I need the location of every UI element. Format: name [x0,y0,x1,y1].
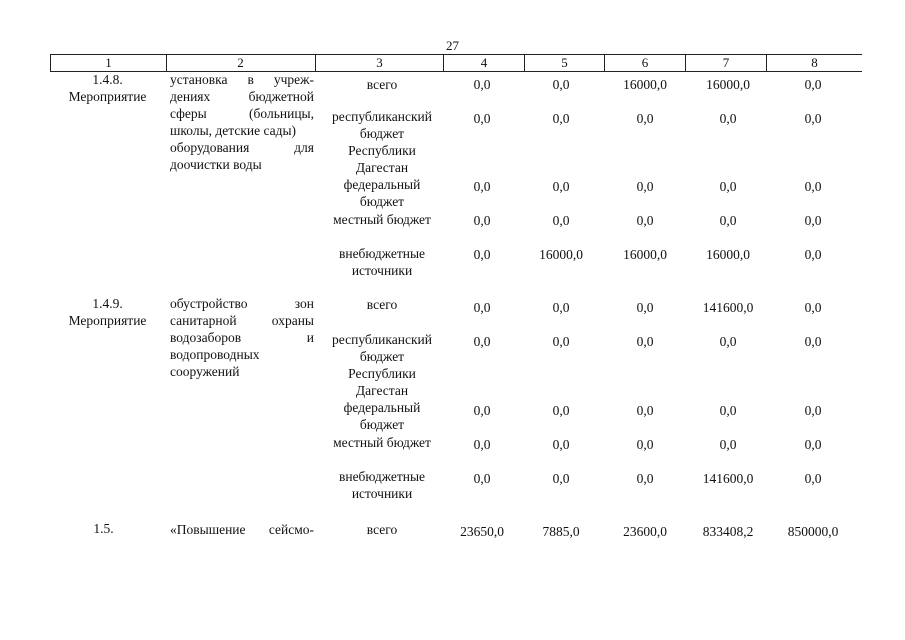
value-col-6: 0,0 [636,403,654,418]
row-code-number: 1.4.9. [92,296,123,311]
description-line: дениях бюджетной [170,89,314,104]
description-line: сооружений [170,364,240,379]
funding-source: республиканский бюджет Республики Дагестан [332,332,432,398]
value-col-6: 16000,0 [623,77,667,92]
value-col-5: 0,0 [552,471,570,486]
value-col-4: 0,0 [473,300,491,315]
value-col-6: 0,0 [636,437,654,452]
header-col-8: 8 [811,55,818,70]
header-col-4: 4 [444,55,525,71]
value-col-8: 0,0 [804,403,822,418]
value-col-5: 0,0 [552,437,570,452]
value-col-4: 0,0 [473,437,491,452]
description-line: обустройство зон [170,296,314,311]
value-col-7: 0,0 [719,179,737,194]
value-col-5: 0,0 [552,213,570,228]
value-col-7: 0,0 [719,213,737,228]
value-col-6: 0,0 [636,111,654,126]
row-code-number: 1.4.8. [92,72,123,87]
value-col-6: 0,0 [636,471,654,486]
value-col-8: 0,0 [804,77,822,92]
description-line: «Повышение сейсмо- [170,522,314,537]
row-code [50,295,165,329]
row-code-label: Мероприятие [68,313,147,328]
row-code-number: 1.5. [93,521,114,536]
value-col-8: 0,0 [804,334,822,349]
header-col-1: 1 [50,55,167,71]
funding-source: всего [366,297,398,312]
row-description [170,521,314,538]
funding-source: внебюджетные источники [338,469,426,501]
value-col-8: 0,0 [804,437,822,452]
value-col-7: 16000,0 [706,247,750,262]
page-number: 27 [446,38,459,53]
value-col-5: 0,0 [552,300,570,315]
value-col-6: 0,0 [636,334,654,349]
description-line: санитарной охраны [170,313,314,328]
value-col-4: 0,0 [473,179,491,194]
value-col-8: 0,0 [804,213,822,228]
value-col-6: 0,0 [636,300,654,315]
row-code-label: Мероприятие [68,89,147,104]
value-col-6: 23600,0 [623,524,667,539]
header-col-6: 6 [605,55,686,71]
value-col-7: 141600,0 [702,300,754,315]
value-col-5: 0,0 [552,403,570,418]
funding-source: внебюджетные источники [338,246,426,278]
value-col-6: 0,0 [636,179,654,194]
row-description [170,71,314,173]
value-col-7: 0,0 [719,334,737,349]
value-col-5: 0,0 [552,77,570,92]
value-col-7: 0,0 [719,437,737,452]
value-col-8: 0,0 [804,300,822,315]
funding-source: местный бюджет [333,212,431,227]
value-col-5: 7885,0 [542,524,580,539]
row-code [50,71,165,105]
description-line: водозаборов и [170,330,314,345]
funding-source: всего [366,77,398,92]
funding-source: местный бюджет [333,435,431,450]
value-col-7: 833408,2 [702,524,754,539]
funding-source: федеральный бюджет [343,400,421,432]
value-col-4: 0,0 [473,247,491,262]
value-col-8: 850000,0 [787,524,839,539]
value-col-8: 0,0 [804,111,822,126]
description-line: водопроводных [170,347,260,362]
row-description [170,295,314,380]
value-col-4: 0,0 [473,471,491,486]
value-col-5: 0,0 [552,111,570,126]
value-col-6: 0,0 [636,213,654,228]
row-code [46,520,161,537]
value-col-8: 0,0 [804,471,822,486]
header-col-5: 5 [525,55,605,71]
funding-source: федеральный бюджет [343,177,421,209]
value-col-5: 16000,0 [539,247,583,262]
table-header-row [50,55,862,72]
value-col-7: 141600,0 [702,471,754,486]
header-col-3: 3 [316,55,444,71]
description-line: школы, детские сады) [170,123,297,138]
description-line: доочистки воды [170,157,262,172]
value-col-7: 0,0 [719,111,737,126]
value-col-4: 0,0 [473,403,491,418]
header-col-2: 2 [166,55,316,71]
value-col-7: 0,0 [719,403,737,418]
value-col-7: 16000,0 [706,77,750,92]
funding-source: республиканский бюджет Республики Дагестан [332,109,432,175]
value-col-6: 16000,0 [623,247,667,262]
description-line: сферы (больницы, [170,106,314,121]
value-col-4: 23650,0 [460,524,504,539]
value-col-5: 0,0 [552,179,570,194]
header-col-7: 7 [686,55,767,71]
value-col-8: 0,0 [804,179,822,194]
description-line: оборудования для [170,140,314,155]
value-col-4: 0,0 [473,213,491,228]
value-col-5: 0,0 [552,334,570,349]
funding-source: всего [366,522,398,537]
value-col-4: 0,0 [473,111,491,126]
description-line: установка в учреж- [170,72,314,87]
value-col-4: 0,0 [473,77,491,92]
value-col-8: 0,0 [804,247,822,262]
value-col-4: 0,0 [473,334,491,349]
